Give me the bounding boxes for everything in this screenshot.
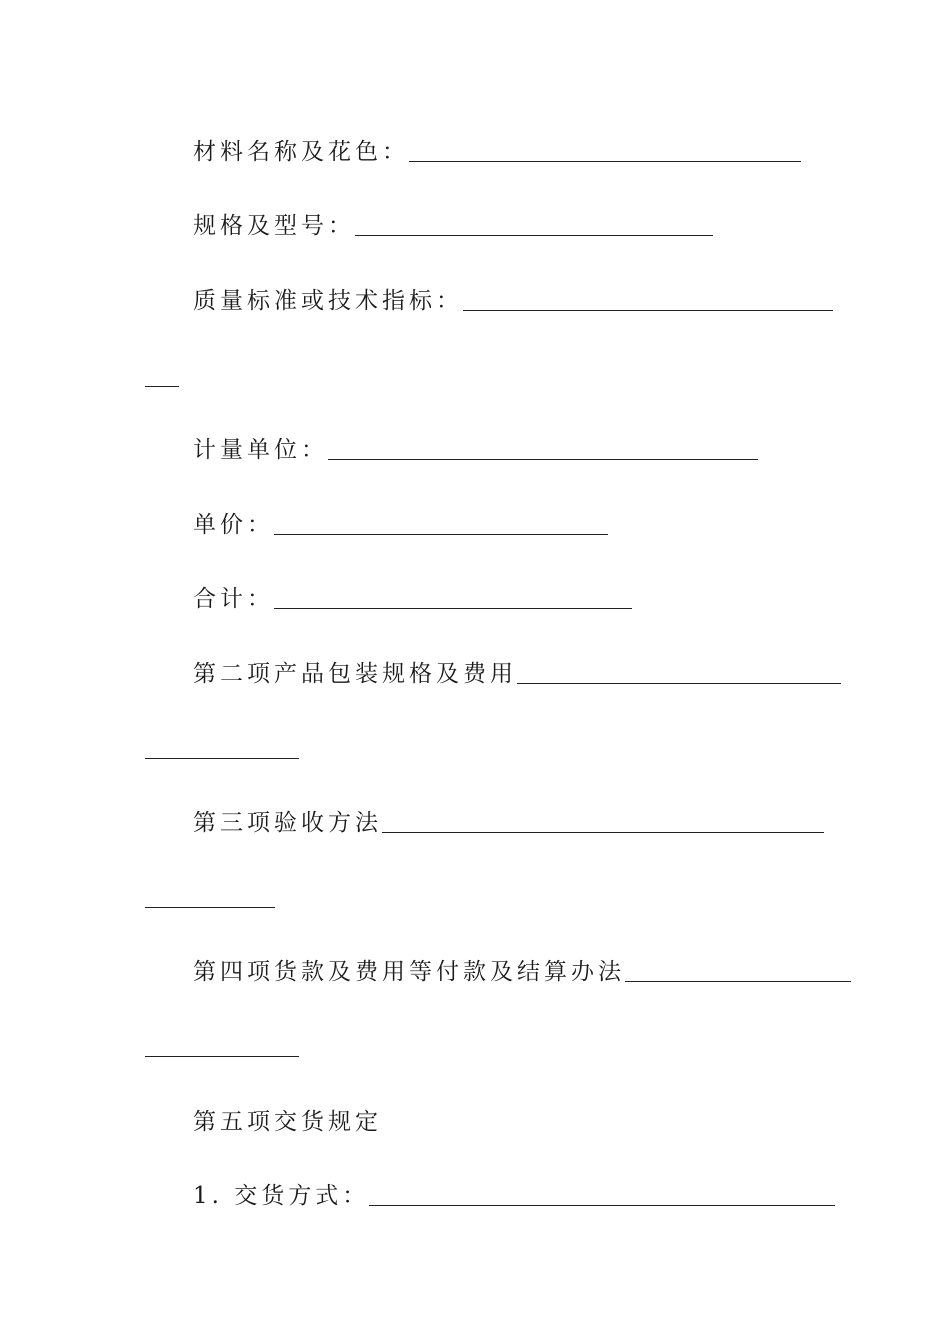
field-label: 材料名称及花色： (193, 139, 409, 165)
blank-line[interactable] (625, 959, 851, 982)
field-acceptance-method (193, 805, 824, 837)
field-label: 质量标准或技术指标： (193, 288, 463, 314)
field-measurement-unit (193, 432, 758, 464)
field-material-name (193, 134, 801, 166)
blank-line-continuation (145, 907, 275, 908)
field-label: 规格及型号： (193, 213, 355, 239)
field-label: 第三项验收方法 (193, 810, 382, 836)
blank-line-continuation (145, 386, 179, 387)
field-label: 第四项货款及费用等付款及结算办法 (193, 959, 625, 985)
blank-line[interactable] (274, 586, 632, 609)
field-label: 计量单位： (193, 437, 328, 463)
blank-line[interactable] (355, 213, 713, 236)
blank-line[interactable] (409, 139, 801, 162)
field-total (193, 581, 632, 613)
section-delivery-heading (193, 1104, 382, 1136)
blank-line[interactable] (369, 1183, 835, 1206)
field-payment-settlement (193, 954, 851, 986)
blank-line[interactable] (274, 512, 608, 535)
field-quality-standard (193, 283, 833, 315)
blank-line[interactable] (328, 437, 758, 460)
field-label: 合计： (193, 586, 274, 612)
field-label: 1. 交货方式： (193, 1183, 370, 1209)
section-heading: 第五项交货规定 (193, 1109, 382, 1135)
field-delivery-method (193, 1178, 835, 1210)
blank-line[interactable] (382, 810, 824, 833)
blank-line-continuation (145, 1056, 299, 1057)
field-spec-model (193, 208, 713, 240)
field-unit-price (193, 507, 608, 539)
field-label: 第二项产品包装规格及费用 (193, 661, 517, 687)
field-label: 单价： (193, 512, 274, 538)
blank-line[interactable] (517, 661, 841, 684)
blank-line-continuation (145, 758, 299, 759)
field-packaging (193, 656, 841, 688)
blank-line[interactable] (463, 288, 833, 311)
